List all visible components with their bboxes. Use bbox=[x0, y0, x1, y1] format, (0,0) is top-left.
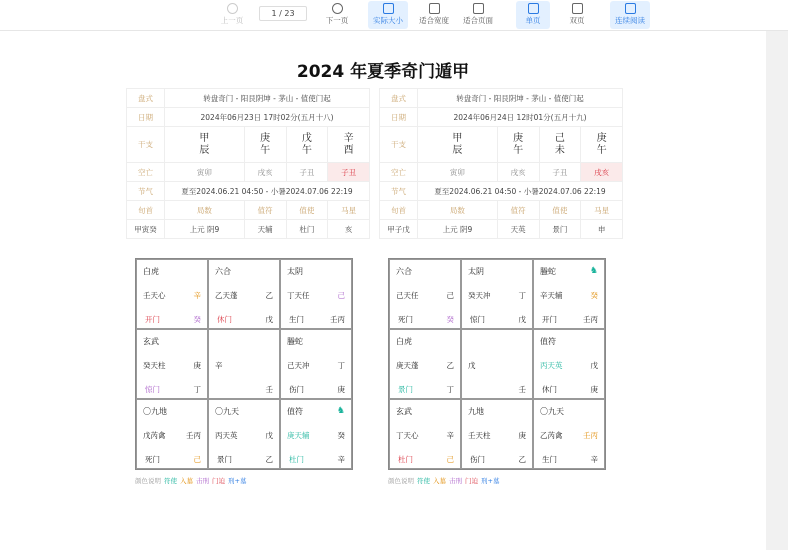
deity-label: 〇九天 bbox=[540, 407, 564, 416]
star-label: 丙天英 bbox=[540, 361, 563, 370]
horse-icon: ♞ bbox=[336, 406, 345, 416]
gate-label: 开门 bbox=[542, 315, 557, 324]
stem-label: 壬丙 bbox=[186, 431, 201, 440]
row-value: 值符 bbox=[497, 201, 539, 220]
value-cell: 亥 bbox=[328, 220, 370, 239]
star-label: 癸天柱 bbox=[143, 361, 166, 370]
star-label: 辛天辅 bbox=[540, 291, 563, 300]
gate-stem-label: 乙 bbox=[265, 455, 273, 464]
row-value: 己 未 bbox=[539, 127, 581, 163]
gate-stem-label: 辛 bbox=[590, 455, 598, 464]
row-key: 干支 bbox=[127, 127, 165, 163]
stem-label: 壬丙 bbox=[583, 431, 598, 440]
deity-label: 玄武 bbox=[143, 337, 159, 346]
deity-label: 螣蛇 bbox=[287, 337, 303, 346]
pdf-toolbar bbox=[0, 0, 788, 31]
value-cell: 景门 bbox=[539, 220, 581, 239]
fit-width-icon bbox=[429, 3, 440, 14]
gate-label: 生门 bbox=[542, 455, 557, 464]
arrow-down-icon bbox=[332, 3, 343, 14]
value-cell: 甲子戊 bbox=[380, 220, 418, 239]
stem-label: 戊 bbox=[265, 431, 273, 440]
row-key: 盘式 bbox=[380, 89, 418, 108]
gate-stem-label: 癸 bbox=[193, 315, 201, 324]
stem-label: 庚 bbox=[518, 431, 526, 440]
row-key: 空亡 bbox=[380, 163, 418, 182]
row-value: 子丑 bbox=[539, 163, 581, 182]
double-page-icon bbox=[572, 3, 583, 14]
fit-width-button[interactable]: 适合宽度 bbox=[414, 1, 454, 29]
row-value: 马星 bbox=[581, 201, 623, 220]
row-value: 戌亥 bbox=[581, 163, 623, 182]
deity-label: 值符 bbox=[287, 407, 303, 416]
stem-label: 丁 bbox=[337, 361, 345, 370]
row-key: 日期 bbox=[380, 108, 418, 127]
row-value: 戌亥 bbox=[497, 163, 539, 182]
stem-label: 戊 bbox=[590, 361, 598, 370]
palace-cell bbox=[208, 399, 280, 469]
value-cell: 上元 阴9 bbox=[418, 220, 498, 239]
continuous-read-button[interactable]: 连续阅读 bbox=[610, 1, 650, 29]
row-key: 节气 bbox=[127, 182, 165, 201]
gate-label: 休门 bbox=[542, 385, 557, 394]
gate-label: 休门 bbox=[217, 315, 232, 324]
fit-page-button[interactable]: 适合页面 bbox=[458, 1, 498, 29]
gate-stem-label: 戊 bbox=[518, 315, 526, 324]
row-value: 子丑 bbox=[328, 163, 370, 182]
chart-panel-left bbox=[126, 88, 370, 488]
palace-cell bbox=[461, 329, 533, 399]
single-page-icon bbox=[528, 3, 539, 14]
legend-item: 入墓 bbox=[433, 477, 446, 485]
palace-cell bbox=[280, 399, 352, 469]
legend-item: 符使 bbox=[164, 477, 177, 485]
row-value: 局数 bbox=[165, 201, 245, 220]
page-current-input[interactable]: 1 bbox=[271, 9, 277, 18]
row-key: 空亡 bbox=[127, 163, 165, 182]
row-key: 干支 bbox=[380, 127, 418, 163]
deity-label: 六合 bbox=[215, 267, 231, 276]
document-title: 2024 年夏季奇门遁甲 bbox=[296, 62, 470, 82]
palace-cell bbox=[389, 329, 461, 399]
gate-label: 惊门 bbox=[470, 315, 485, 324]
arrow-up-icon bbox=[227, 3, 238, 14]
palace-cell bbox=[280, 329, 352, 399]
row-value: 2024年06月23日 17时02分(五月十八) bbox=[165, 108, 370, 127]
legend-item: 门迫 bbox=[212, 477, 225, 485]
double-page-button[interactable]: 双页 bbox=[560, 1, 594, 29]
deity-label: 螣蛇 bbox=[540, 267, 556, 276]
stem-label: 乙 bbox=[446, 361, 454, 370]
row-key: 旬首 bbox=[127, 201, 165, 220]
stem-label: 己 bbox=[446, 291, 454, 300]
legend-item: 门迫 bbox=[465, 477, 478, 485]
gate-stem-label: 丁 bbox=[193, 385, 201, 394]
star-label: 己天任 bbox=[396, 291, 419, 300]
gate-stem-label: 壬 bbox=[518, 385, 526, 394]
single-page-button[interactable]: 单页 bbox=[516, 1, 550, 29]
gate-stem-label: 庚 bbox=[337, 385, 345, 394]
star-label: 乙芮禽 bbox=[540, 431, 563, 440]
gate-label: 景门 bbox=[217, 455, 232, 464]
chart-panel-right bbox=[379, 88, 623, 488]
deity-label: 〇九地 bbox=[143, 407, 167, 416]
legend-item: 刑+墓 bbox=[228, 477, 247, 485]
palace-cell bbox=[533, 399, 605, 469]
row-value: 庚 午 bbox=[497, 127, 539, 163]
deity-label: 太阴 bbox=[468, 267, 484, 276]
palace-cell bbox=[533, 329, 605, 399]
star-label: 丁天心 bbox=[396, 431, 419, 440]
gate-label: 景门 bbox=[398, 385, 413, 394]
palace-board bbox=[388, 258, 606, 470]
value-cell: 上元 阴9 bbox=[165, 220, 245, 239]
deity-label: 六合 bbox=[396, 267, 412, 276]
stem-label: 己 bbox=[337, 291, 345, 300]
row-value: 戊 午 bbox=[286, 127, 328, 163]
palace-cell bbox=[136, 399, 208, 469]
color-legend bbox=[388, 476, 502, 485]
row-value: 马星 bbox=[328, 201, 370, 220]
legend-item: 刑+墓 bbox=[481, 477, 500, 485]
scrollbar[interactable] bbox=[766, 31, 788, 550]
palace-cell bbox=[208, 259, 280, 329]
star-label: 壬天柱 bbox=[468, 431, 491, 440]
stem-label: 癸 bbox=[337, 431, 345, 440]
gate-stem-label: 戊 bbox=[265, 315, 273, 324]
stem-label: 辛 bbox=[193, 291, 201, 300]
row-value: 戌亥 bbox=[244, 163, 286, 182]
row-value: 值使 bbox=[286, 201, 328, 220]
palace-board bbox=[135, 258, 353, 470]
row-value: 值符 bbox=[244, 201, 286, 220]
star-label: 庚天蓬 bbox=[396, 361, 419, 370]
star-label: 壬天心 bbox=[143, 291, 166, 300]
gate-stem-label: 己 bbox=[446, 455, 454, 464]
palace-cell bbox=[461, 259, 533, 329]
gate-stem-label: 壬 bbox=[265, 385, 273, 394]
gate-stem-label: 丁 bbox=[446, 385, 454, 394]
row-value: 甲 辰 bbox=[165, 127, 245, 163]
palace-cell bbox=[461, 399, 533, 469]
row-value: 庚 午 bbox=[244, 127, 286, 163]
row-value: 子丑 bbox=[286, 163, 328, 182]
gate-label: 杜门 bbox=[398, 455, 413, 464]
actual-size-icon bbox=[383, 3, 394, 14]
row-value: 寅卯 bbox=[165, 163, 245, 182]
star-label: 丙天英 bbox=[215, 431, 238, 440]
stem-label: 癸 bbox=[590, 291, 598, 300]
value-cell: 天英 bbox=[497, 220, 539, 239]
fit-page-icon bbox=[473, 3, 484, 14]
value-cell: 杜门 bbox=[286, 220, 328, 239]
value-cell: 甲寅癸 bbox=[127, 220, 165, 239]
star-label: 庚天辅 bbox=[287, 431, 310, 440]
deity-label: 白虎 bbox=[396, 337, 412, 346]
gate-label: 生门 bbox=[289, 315, 304, 324]
row-value: 夏至2024.06.21 04:50 - 小暑2024.07.06 22:19 bbox=[418, 182, 623, 201]
deity-label: 〇九天 bbox=[215, 407, 239, 416]
gate-label: 惊门 bbox=[145, 385, 160, 394]
deity-label: 值符 bbox=[540, 337, 556, 346]
gate-stem-label: 乙 bbox=[518, 455, 526, 464]
palace-cell bbox=[208, 329, 280, 399]
legend-item: 颜色说明 bbox=[388, 477, 414, 485]
legend-item: 击刑 bbox=[449, 477, 462, 485]
legend-item: 颜色说明 bbox=[135, 477, 161, 485]
stem-label: 辛 bbox=[446, 431, 454, 440]
row-key: 节气 bbox=[380, 182, 418, 201]
info-table bbox=[379, 88, 623, 239]
page-indicator[interactable] bbox=[259, 6, 307, 21]
gate-label: 死门 bbox=[398, 315, 413, 324]
row-key: 盘式 bbox=[127, 89, 165, 108]
row-value: 夏至2024.06.21 04:50 - 小暑2024.07.06 22:19 bbox=[165, 182, 370, 201]
deity-label: 太阴 bbox=[287, 267, 303, 276]
stem-label: 庚 bbox=[193, 361, 201, 370]
gate-label: 伤门 bbox=[470, 455, 485, 464]
next-page-button[interactable]: 下一页 bbox=[320, 1, 354, 29]
prev-page-button[interactable]: 上一页 bbox=[214, 1, 250, 29]
gate-label: 伤门 bbox=[289, 385, 304, 394]
deity-label: 九地 bbox=[468, 407, 484, 416]
horse-icon: ♞ bbox=[589, 266, 598, 276]
row-value: 值使 bbox=[539, 201, 581, 220]
palace-cell bbox=[136, 329, 208, 399]
row-key: 日期 bbox=[127, 108, 165, 127]
star-label: 乙天蓬 bbox=[215, 291, 238, 300]
gate-stem-label: 壬丙 bbox=[330, 315, 345, 324]
palace-cell bbox=[389, 399, 461, 469]
palace-cell bbox=[389, 259, 461, 329]
stem-label: 乙 bbox=[265, 291, 273, 300]
value-cell: 天辅 bbox=[244, 220, 286, 239]
stem-label: 丁 bbox=[518, 291, 526, 300]
gate-stem-label: 辛 bbox=[337, 455, 345, 464]
row-value: 转盘奇门 - 阳艮阴坤 - 茅山 - 值使门起 bbox=[418, 89, 623, 108]
legend-item: 击刑 bbox=[196, 477, 209, 485]
row-value: 寅卯 bbox=[418, 163, 498, 182]
palace-cell bbox=[280, 259, 352, 329]
star-label: 戊芮禽 bbox=[143, 431, 166, 440]
gate-stem-label: 癸 bbox=[446, 315, 454, 324]
page-total: / 23 bbox=[279, 9, 295, 18]
row-key: 旬首 bbox=[380, 201, 418, 220]
gate-label: 死门 bbox=[145, 455, 160, 464]
actual-size-button[interactable]: 实际大小 bbox=[368, 1, 408, 29]
star-label: 戊 bbox=[468, 361, 476, 370]
row-value: 庚 午 bbox=[581, 127, 623, 163]
gate-stem-label: 壬丙 bbox=[583, 315, 598, 324]
star-label: 丁天任 bbox=[287, 291, 310, 300]
gate-label: 杜门 bbox=[289, 455, 304, 464]
palace-cell bbox=[136, 259, 208, 329]
color-legend bbox=[135, 476, 249, 485]
gate-stem-label: 庚 bbox=[590, 385, 598, 394]
row-value: 2024年06月24日 12时01分(五月十九) bbox=[418, 108, 623, 127]
deity-label: 玄武 bbox=[396, 407, 412, 416]
gate-label: 开门 bbox=[145, 315, 160, 324]
star-label: 辛 bbox=[215, 361, 223, 370]
row-value: 局数 bbox=[418, 201, 498, 220]
row-value: 辛 酉 bbox=[328, 127, 370, 163]
continuous-icon bbox=[625, 3, 636, 14]
deity-label: 白虎 bbox=[143, 267, 159, 276]
star-label: 己天冲 bbox=[287, 361, 310, 370]
legend-item: 入墓 bbox=[180, 477, 193, 485]
star-label: 癸天冲 bbox=[468, 291, 491, 300]
row-value: 转盘奇门 - 阳艮阴坤 - 茅山 - 值使门起 bbox=[165, 89, 370, 108]
palace-cell bbox=[533, 259, 605, 329]
gate-stem-label: 己 bbox=[193, 455, 201, 464]
info-table bbox=[126, 88, 370, 239]
row-value: 甲 辰 bbox=[418, 127, 498, 163]
value-cell: 申 bbox=[581, 220, 623, 239]
legend-item: 符使 bbox=[417, 477, 430, 485]
